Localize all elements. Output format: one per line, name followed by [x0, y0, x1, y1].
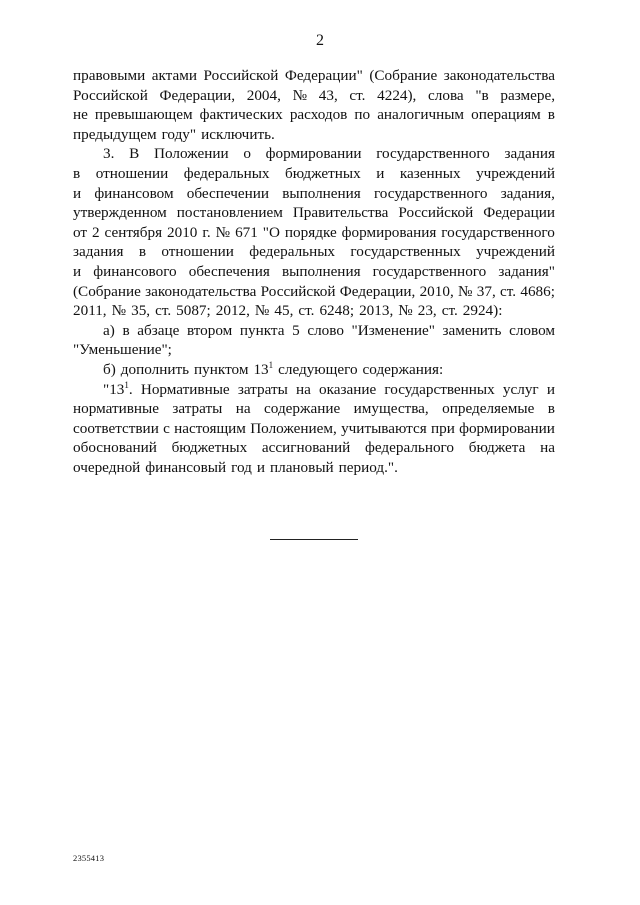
text-line: и финансового обеспечения выполнения государственного задания" — [73, 262, 555, 280]
text-line: от 2 сентября 2010 г. № 671 "О порядке формирования государственного — [73, 223, 555, 241]
document-body — [73, 66, 555, 477]
document-code: 2355413 — [73, 853, 105, 863]
end-divider — [270, 539, 358, 540]
text-line: Российской Федерации, 2004, № 43, ст. 4224), слова "в размере, — [73, 86, 555, 104]
text-line: в отношении федеральных бюджетных и казенных учреждений — [73, 164, 555, 182]
text-line: и финансовом обеспечении выполнения государственного задания, — [73, 184, 555, 202]
text-line: задания в отношении федеральных государственных учреждений — [73, 243, 555, 261]
text-line: не превышающем фактических расходов по аналогичным операциям в — [73, 106, 555, 124]
text-line: утвержденном постановлением Правительства Российской Федерации — [73, 204, 555, 222]
text-line: обоснований бюджетных ассигнований федерального бюджета на — [73, 439, 555, 457]
text-line: (Собрание законодательства Российской Федерации, 2010, № 37, ст. 4686; — [73, 282, 555, 300]
text-line: б) дополнить пунктом $13^1$ следующего содержания: — [103, 359, 444, 378]
page-number: 2 — [316, 32, 324, 49]
text-line: 3. В Положении о формировании государственного задания — [103, 145, 555, 163]
text-line: 2011, № 35, ст. 5087; 2012, № 45, ст. 6248; 2013, № 23, ст. 2924): — [73, 302, 503, 320]
text-line: предыдущем году" исключить. — [73, 125, 275, 143]
text-line: а) в абзаце втором пункта 5 слово "Изменение" заменить словом — [103, 321, 555, 339]
text-line: "Уменьшение"; — [73, 341, 172, 359]
text-line: правовыми актами Российской Федерации" (Собрание законодательства — [73, 67, 555, 84]
text-line: соответствии с настоящим Положением, учитываются при формировании — [73, 419, 555, 437]
text-line: "$13^1$. Нормативные затраты на оказание государственных услуг и — [103, 379, 555, 398]
text-line: нормативные затраты на содержание имущества, определяемые в — [73, 400, 555, 418]
text-line: очередной финансовый год и плановый период.". — [73, 458, 398, 476]
